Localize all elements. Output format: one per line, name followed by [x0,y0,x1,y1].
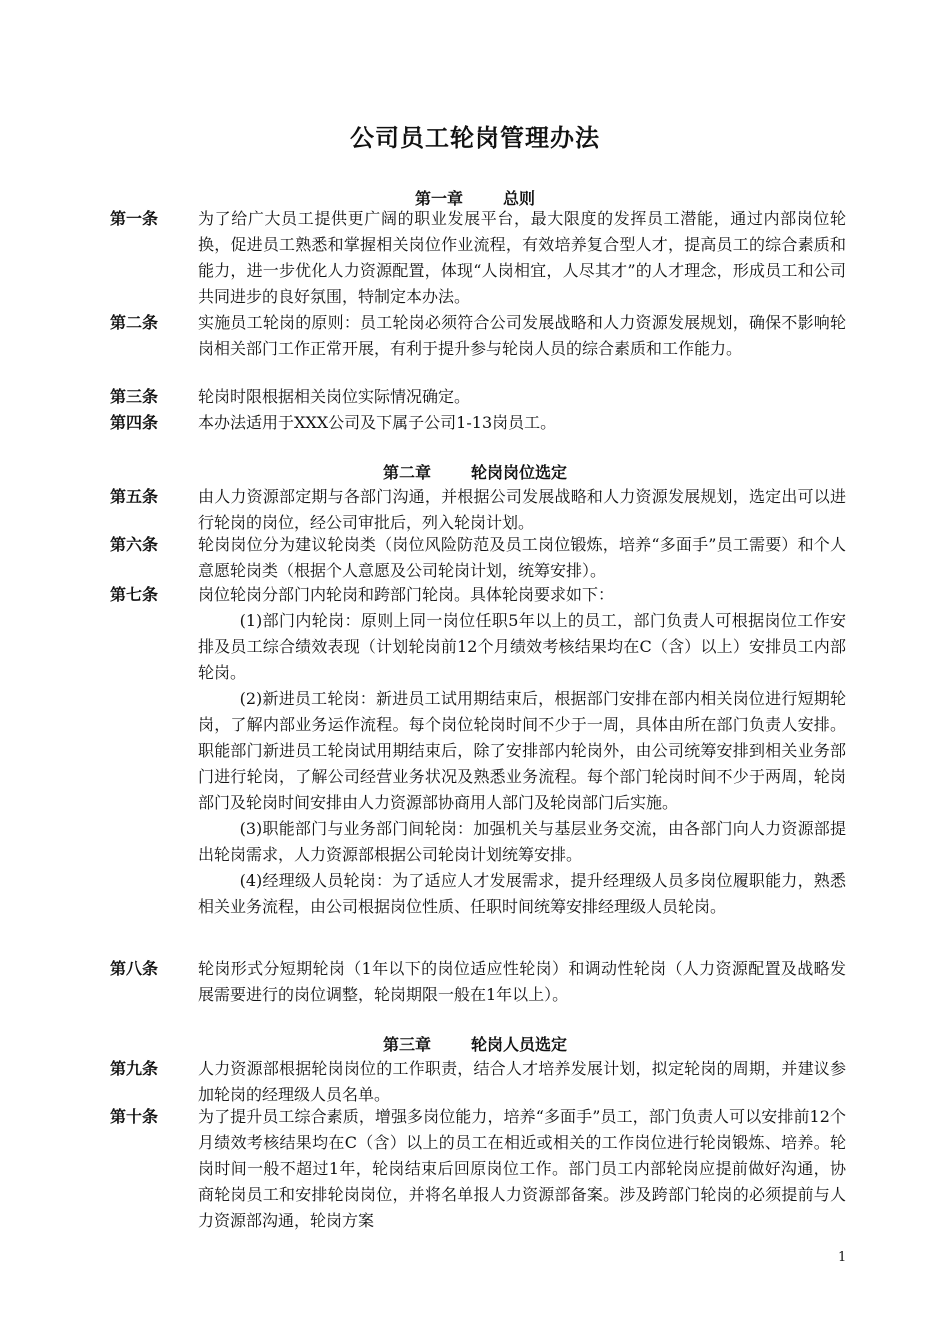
article-label: 第十条 [110,1107,159,1126]
article-body [198,484,846,536]
chapter-number: 第二章 [382,463,431,482]
article-label: 第二条 [110,313,159,332]
chapter-heading [0,1032,950,1055]
document-title: 公司员工轮岗管理办法 [350,123,600,152]
article-body [198,532,846,584]
chapter-name: 轮岗人员选定 [471,1035,568,1054]
article-label: 第四条 [110,413,159,432]
article-body [198,410,846,436]
article-paragraph: 人力资源部根据轮岗岗位的工作职责，结合人才培养发展计划，拟定轮岗的周期，并建议参加轮岗的经理级人员名单。 [198,1059,846,1104]
article-paragraph: 为了给广大员工提供更广阔的职业发展平台，最大限度的发挥员工潜能，通过内部岗位轮换，促进员工熟悉和掌握相关岗位作业流程，有效培养复合型人才，提高员工的综合素质和能力，进一步优化人力资源配置，体现“人岗相宜，人尽其才”的人才理念，形成员工和公司共同进步的良好氛围，特制定本办法。 [198,209,846,306]
article-body [198,1056,846,1108]
article-label: 第九条 [110,1059,159,1078]
article-label: 第六条 [110,535,159,554]
article-body [198,956,846,1008]
article-paragraph: 轮岗形式分短期轮岗（1年以下的岗位适应性轮岗）和调动性轮岗（人力资源配置及战略发展需要进行的岗位调整，轮岗期限一般在1年以上）。 [198,959,846,1004]
article-paragraph: 为了提升员工综合素质，增强多岗位能力，培养“多面手”员工，部门负责人可以安排前12个月绩效考核结果均在C（含）以上的员工在相近或相关的工作岗位进行轮岗锻炼、培养。轮岗时间一般不超过1年，轮岗结束后回原岗位工作。部门员工内部轮岗应提前做好沟通，协商轮岗员工和安排轮岗岗位，并将名单报人力资源部备案。涉及跨部门轮岗的必须提前与人力资源部沟通，轮岗方案 [198,1107,846,1230]
article-paragraph: 由人力资源部定期与各部门沟通，并根据公司发展战略和人力资源发展规划，选定出可以进行轮岗的岗位，经公司审批后，列入轮岗计划。 [198,487,846,532]
article-paragraph: (3)职能部门与业务部门间轮岗：加强机关与基层业务交流，由各部门向人力资源部提出轮岗需求，人力资源部根据公司轮岗计划统筹安排。 [198,819,846,864]
article-body [198,1104,846,1234]
article-body [198,384,846,410]
article-paragraph: 本办法适用于XXX公司及下属子公司1-13岗员工。 [198,413,557,432]
article-label: 第一条 [110,209,159,228]
chapter-name: 轮岗岗位选定 [471,463,568,482]
article-paragraph: 岗位轮岗分部门内轮岗和跨部门轮岗。具体轮岗要求如下： [198,585,615,604]
article-body [198,206,846,310]
article-paragraph: 轮岗岗位分为建议轮岗类（岗位风险防范及员工岗位锻炼，培养“多面手”员工需要）和个人意愿轮岗类（根据个人意愿及公司轮岗计划，统筹安排）。 [198,535,846,580]
chapter-number: 第一章 [414,189,463,208]
article-paragraph: (2)新进员工轮岗：新进员工试用期结束后，根据部门安排在部内相关岗位进行短期轮岗，了解内部业务运作流程。每个岗位轮岗时间不少于一周，具体由所在部门负责人安排。职能部门新进员工轮岗试用期结束后，除了安排部内轮岗外，由公司统筹安排到相关业务部门进行轮岗，了解公司经营业务状况及熟悉业务流程。每个部门轮岗时间不少于两周，轮岗部门及轮岗时间安排由人力资源部协商用人部门及轮岗部门后实施。 [198,689,846,812]
chapter-name: 总则 [503,189,536,208]
page-number: 1 [838,1250,847,1265]
article-body [198,310,846,362]
article-paragraph: (1)部门内轮岗：原则上同一岗位任职5年以上的员工，部门负责人可根据岗位工作安排及员工综合绩效表现（计划轮岗前12个月绩效考核结果均在C（含）以上）安排员工内部轮岗。 [198,611,846,682]
chapter-number: 第三章 [382,1035,431,1054]
article-paragraph: 实施员工轮岗的原则：员工轮岗必须符合公司发展战略和人力资源发展规划，确保不影响轮岗相关部门工作正常开展，有利于提升参与轮岗人员的综合素质和工作能力。 [198,313,846,358]
chapter-heading [0,460,950,483]
article-paragraph: (4)经理级人员轮岗：为了适应人才发展需求，提升经理级人员多岗位履职能力，熟悉相关业务流程，由公司根据岗位性质、任职时间统筹安排经理级人员轮岗。 [198,871,846,916]
article-label: 第三条 [110,387,159,406]
article-body [198,582,846,920]
article-label: 第七条 [110,585,159,604]
article-label: 第八条 [110,959,159,978]
article-paragraph: 轮岗时限根据相关岗位实际情况确定。 [198,387,471,406]
article-label: 第五条 [110,487,159,506]
